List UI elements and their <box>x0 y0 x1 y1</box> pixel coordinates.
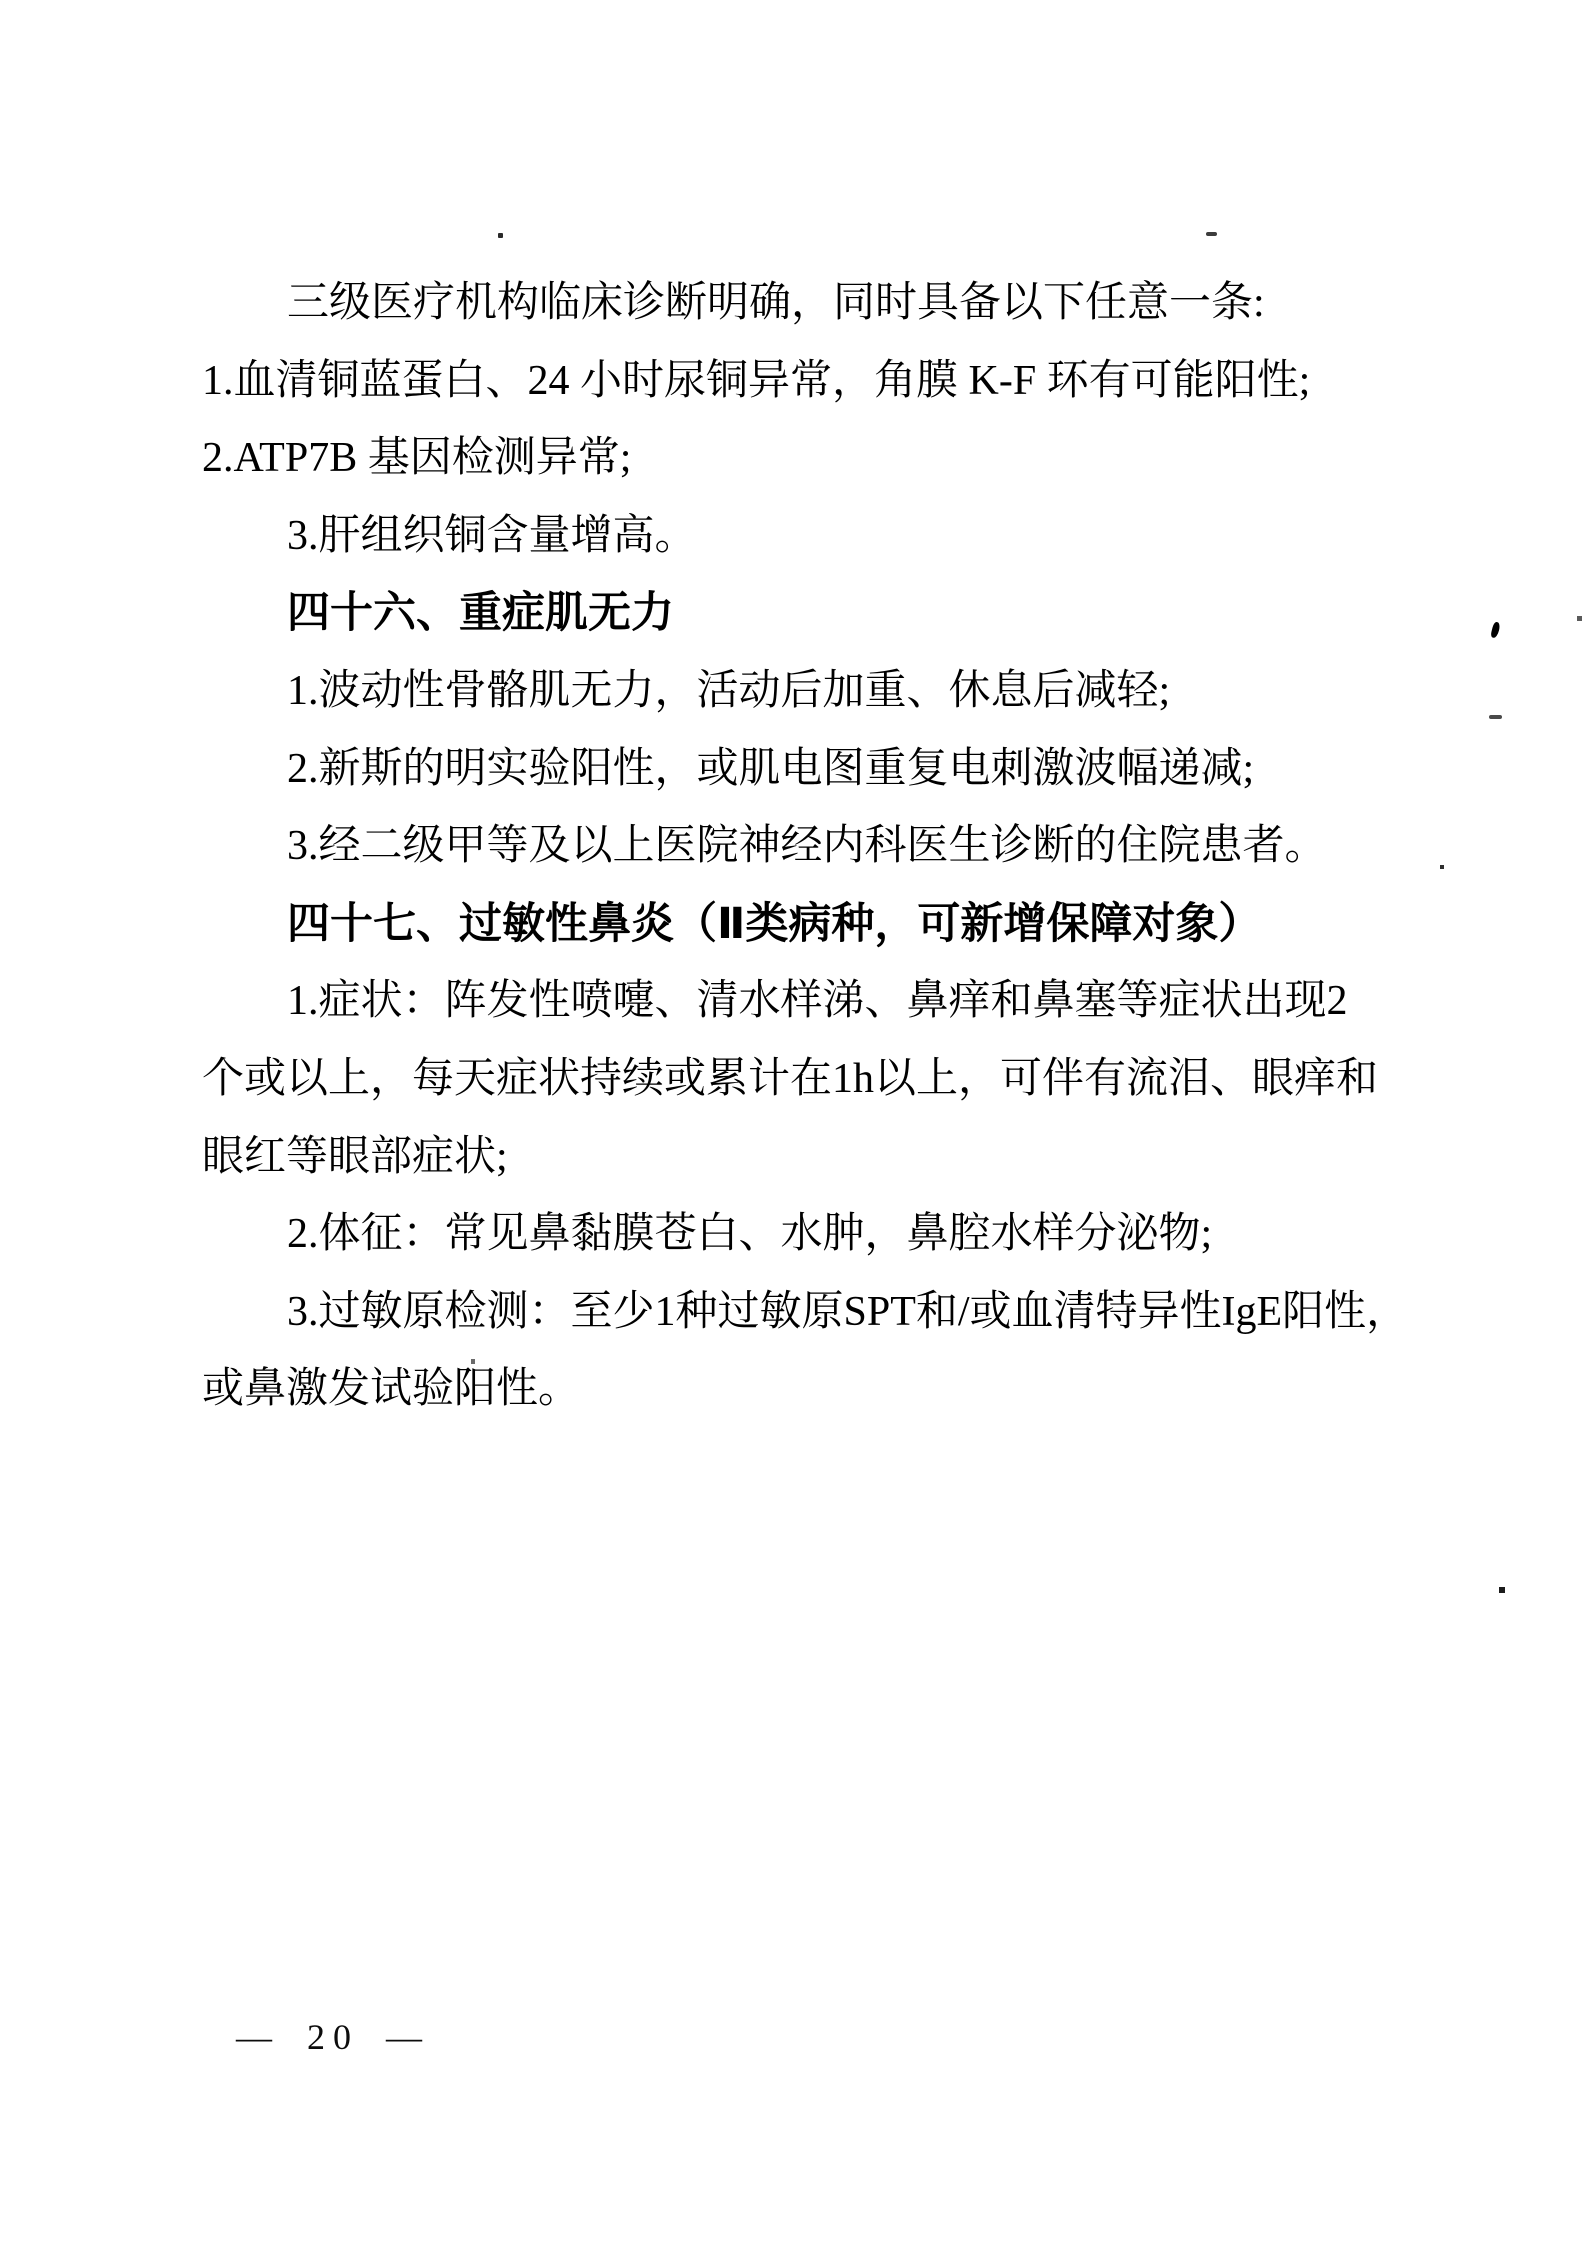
paragraph-line: 2.新斯的明实验阳性，或肌电图重复电刺激波幅递减; <box>287 745 1255 792</box>
section-47-heading: 四十七、过敏性鼻炎（Ⅱ类病种，可新增保障对象） <box>287 899 1262 948</box>
paragraph-line: 2.ATP7B 基因检测异常; <box>202 435 632 482</box>
ink-speck <box>1440 865 1444 869</box>
ink-speck <box>1577 616 1582 621</box>
ink-speck <box>471 1359 475 1364</box>
paragraph-line: 1.波动性骨骼肌无力，活动后加重、休息后减轻; <box>287 667 1171 714</box>
paragraph-line: 1.血清铜蓝蛋白、24 小时尿铜异常，角膜 K-F 环有可能阳性; <box>202 357 1311 404</box>
paragraph-line: 3.过敏原检测：至少1种过敏原SPT和/或血清特异性IgE阳性， <box>287 1288 1409 1335</box>
ink-speck <box>1206 232 1217 236</box>
paragraph-line: 3.肝组织铜含量增高。 <box>287 512 697 559</box>
paragraph-line: 3.经二级甲等及以上医院神经内科医生诊断的住院患者。 <box>287 823 1327 870</box>
ink-speck <box>498 233 503 238</box>
section-46-heading: 四十六、重症肌无力 <box>287 589 674 638</box>
page-number: — 20 — <box>236 2017 430 2057</box>
paragraph-line: 1.症状：阵发性喷嚏、清水样涕、鼻痒和鼻塞等症状出现2 <box>287 978 1348 1025</box>
ink-speck <box>1499 1587 1505 1593</box>
paragraph-line: 或鼻激发试验阳性。 <box>202 1366 581 1413</box>
paragraph-line: 眼红等眼部症状; <box>202 1133 508 1180</box>
paragraph-line: 三级医疗机构临床诊断明确，同时具备以下任意一条: <box>287 280 1265 326</box>
document-body <box>202 265 1462 1429</box>
ink-speck <box>1489 715 1502 719</box>
ink-speck <box>1490 621 1501 638</box>
paragraph-line: 2.体征：常见鼻黏膜苍白、水肿，鼻腔水样分泌物; <box>287 1211 1213 1258</box>
paragraph-line: 个或以上，每天症状持续或累计在1h以上，可伴有流泪、眼痒和 <box>202 1055 1379 1102</box>
